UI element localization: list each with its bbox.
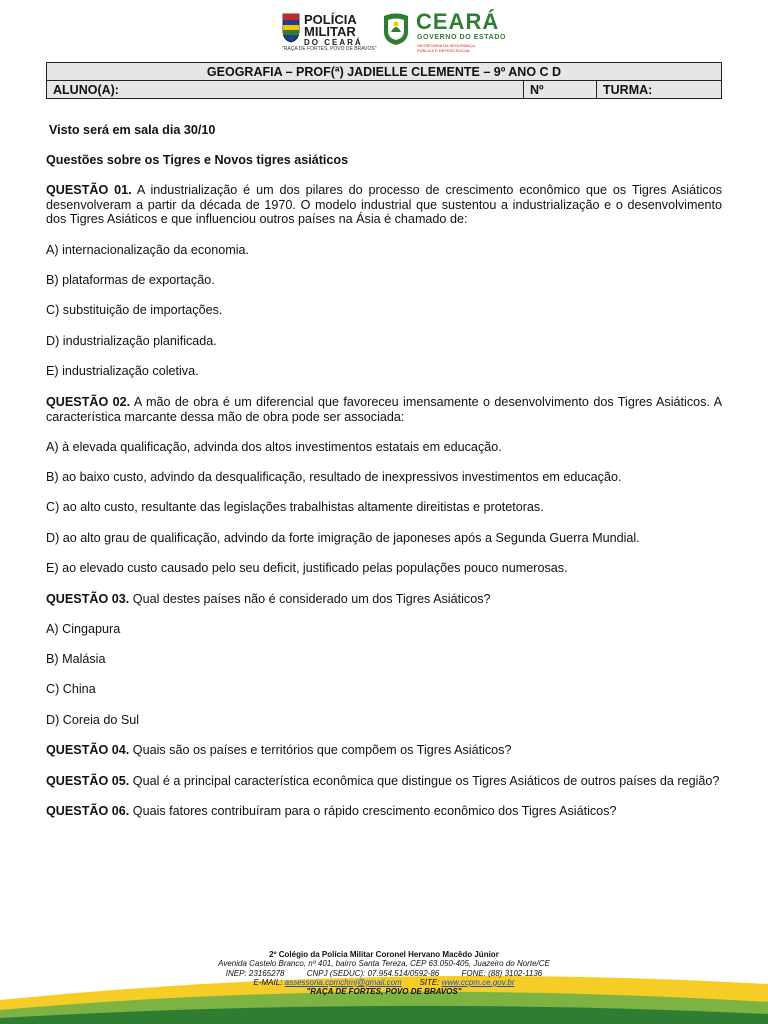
ceara-secretariat <box>417 43 475 53</box>
footer-inep: INEP: 23165278 <box>225 968 285 978</box>
section-title: Questões sobre os Tigres e Novos tigres asiáticos <box>46 153 349 167</box>
visto-note: Visto será em sala dia 30/10 <box>49 123 216 137</box>
question-2-option-b: B) ao baixo custo, advindo da desqualificação, resultado de inexpressivos investimentos em educação. <box>46 470 622 484</box>
footer-school: 2º Colégio da Polícia Militar Coronel Hervano Macêdo Júnior <box>269 950 499 959</box>
question-1-option-b: B) plataformas de exportação. <box>46 273 215 287</box>
question-3-option-d: D) Coreia do Sul <box>46 713 140 727</box>
question-2-option-d: D) ao alto grau de qualificação, advindo da forte imigração de japoneses após a Segunda Guerra Mundial. <box>46 531 640 545</box>
subject-title: GEOGRAFIA – PROF(ª) JADIELLE CLEMENTE – 9º ANO C D <box>47 63 722 81</box>
footer-fone: FONE: (88) 3102-1136 <box>461 968 543 978</box>
question-2-option-c: C) ao alto custo, resultante das legislações trabalhistas altamente direitistas e protetoras. <box>46 500 544 514</box>
question-4-text: Quais são os países e territórios que compõem os Tigres Asiáticos? <box>129 743 512 757</box>
question-1-text: A industrialização é um dos pilares do processo de crescimento econômico que os Tigres Asiáticos desenvolveram a partir da década de 1970. O modelo industrial que sustentou a industrialização e o desenvolvimento dos Tigres Asiáticos e que influenciou outros países na Ásia é chamado de: <box>46 183 723 226</box>
pm-line2: MILITAR <box>304 24 356 39</box>
aluno-field[interactable]: ALUNO(A): <box>47 81 524 99</box>
question-6-label: QUESTÃO 06. <box>46 804 130 818</box>
footer-site-label: SITE: <box>419 977 440 987</box>
question-2-option-a: A) à elevada qualificação, advinda dos altos investimentos estatais em educação. <box>46 440 502 454</box>
question-1-option-a: A) internacionalização da economia. <box>46 243 250 257</box>
pm-line1: POLÍCIA <box>304 12 357 27</box>
ceara-small-line1: SECRETARIA DA SEGURANÇA <box>417 43 475 48</box>
header-logos <box>0 10 768 56</box>
numero-field[interactable]: Nº <box>524 81 597 99</box>
policia-militar-logo <box>282 12 377 53</box>
question-3-option-c: C) China <box>46 682 96 696</box>
question-3-label: QUESTÃO 03. <box>46 592 130 606</box>
info-title-row <box>47 63 722 81</box>
question-2-option-e: E) ao elevado custo causado pelo seu deficit, justificado pelas populações pouco numerosas. <box>46 561 568 575</box>
question-3-option-b: B) Malásia <box>46 652 106 666</box>
question-1-option-d: D) industrialização planificada. <box>46 334 217 348</box>
question-2 <box>46 395 722 424</box>
pm-logo-text <box>304 14 363 48</box>
ceara-title: CEARÁ <box>416 9 500 34</box>
question-5-text: Qual é a principal característica econômica que distingue os Tigres Asiáticos de outros países da região? <box>129 774 720 788</box>
footer-contacts <box>0 978 768 987</box>
footer-site-link[interactable]: www.ccpm.ce.gov.br <box>441 977 515 987</box>
footer-cnpj: CNPJ (SEDUC): 07.954.514/0592-86 <box>306 968 440 978</box>
shield-icon <box>282 13 300 43</box>
pm-line3: DO CEARÁ <box>304 38 363 47</box>
state-emblem-icon <box>382 12 410 46</box>
student-info-table <box>46 62 722 99</box>
pm-motto: "RAÇA DE FORTES, POVO DE BRAVOS" <box>282 46 377 52</box>
question-4-label: QUESTÃO 04. <box>46 743 130 757</box>
footer-ids <box>0 969 768 978</box>
question-6 <box>46 804 722 819</box>
ceara-small-line2: PÚBLICA E DEFESA SOCIAL <box>417 48 471 53</box>
question-5-label: QUESTÃO 05. <box>46 774 130 788</box>
question-1 <box>46 183 722 227</box>
page-footer <box>0 950 768 996</box>
question-2-text: A mão de obra é um diferencial que favoreceu imensamente o desenvolvimento dos Tigres Asiáticos. A característica marcante dessa mão de obra pode ser associada: <box>46 395 723 424</box>
info-fields-row <box>47 81 722 99</box>
turma-field[interactable]: TURMA: <box>597 81 722 99</box>
question-3-option-a: A) Cingapura <box>46 622 121 636</box>
question-1-option-e: E) industrialização coletiva. <box>46 364 199 378</box>
question-3 <box>46 592 722 607</box>
question-6-text: Quais fatores contribuíram para o rápido crescimento econômico dos Tigres Asiáticos? <box>129 804 617 818</box>
footer-email-label: E-MAIL: <box>253 977 283 987</box>
question-2-label: QUESTÃO 02. <box>46 395 131 409</box>
footer-address: Avenida Castelo Branco, nº 401, bairro Santa Tereza, CEP 63.050-405, Juazeiro do Norte/CE <box>218 959 550 969</box>
question-1-option-c: C) substituição de importações. <box>46 303 223 317</box>
question-4 <box>46 743 722 758</box>
footer-motto: "RAÇA DE FORTES, POVO DE BRAVOS" <box>306 987 462 997</box>
footer-email-link[interactable]: assessoria.cpmchmj@gmail.com <box>284 977 402 987</box>
ceara-subtitle: GOVERNO DO ESTADO <box>417 34 507 41</box>
question-3-text: Qual destes países não é considerado um dos Tigres Asiáticos? <box>129 592 491 606</box>
question-1-label: QUESTÃO 01. <box>46 183 132 197</box>
ceara-government-logo <box>382 9 507 54</box>
question-5 <box>46 774 722 789</box>
